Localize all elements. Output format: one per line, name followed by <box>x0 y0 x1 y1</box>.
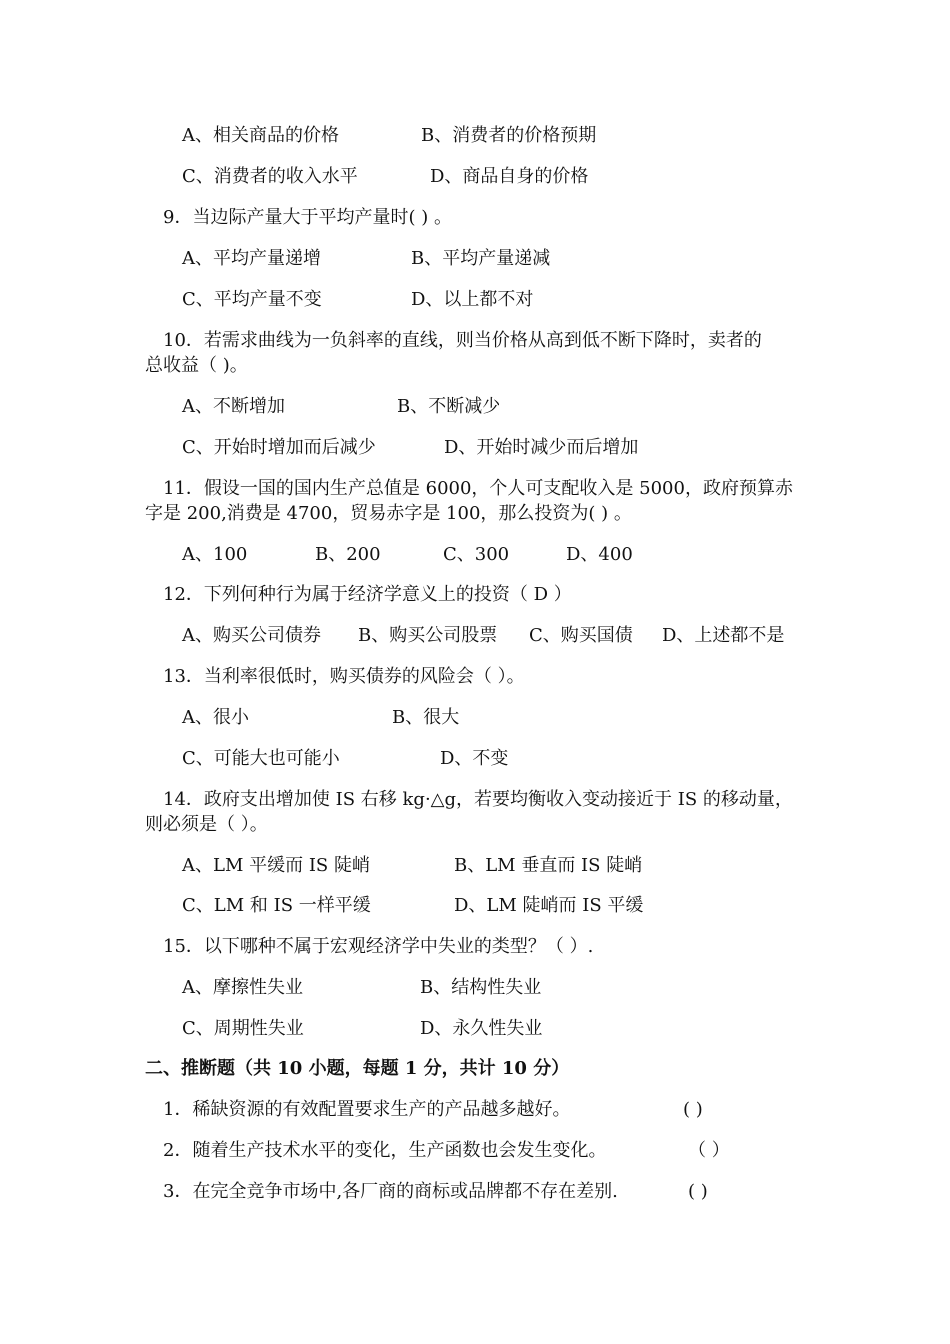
q12-option-b: B、购买公司股票 <box>358 625 498 646</box>
q13-stem: 13．当利率很低时，购买债券的风险会（ ）。 <box>163 666 525 687</box>
q12-option-d: D、上述都不是 <box>662 625 785 646</box>
q10-option-d: D、开始时减少而后增加 <box>444 437 639 458</box>
q10-stem-line2: 总收益（ )。 <box>145 355 248 376</box>
judgement-answer-bracket: ( ) <box>688 1181 708 1202</box>
q8-option-d: D、商品自身的价格 <box>430 166 589 187</box>
q10-stem-line1: 10．若需求曲线为一负斜率的直线，则当价格从高到低不断下降时，卖者的 <box>163 330 762 351</box>
q8-option-b: B、消费者的价格预期 <box>421 125 597 146</box>
q10-option-c: C、开始时增加而后减少 <box>182 437 376 458</box>
judgement-answer-bracket: ( ) <box>683 1099 703 1120</box>
q8-option-c: C、消费者的收入水平 <box>182 166 358 187</box>
q15-stem: 15．以下哪种不属于宏观经济学中失业的类型？（ ）. <box>163 936 594 957</box>
q14-stem-line1: 14．政府支出增加使 IS 右移 kg·△g，若要均衡收入变动接近于 IS 的移动量， <box>163 789 793 810</box>
q10-option-a: A、不断增加 <box>182 396 285 417</box>
q13-option-a: A、很小 <box>182 707 249 728</box>
judgement-item-text: 1．稀缺资源的有效配置要求生产的产品越多越好。 <box>163 1099 571 1120</box>
q12-stem: 12．下列何种行为属于经济学意义上的投资（ D ） <box>163 584 572 605</box>
q12-option-a: A、购买公司债券 <box>182 625 321 646</box>
q15-option-a: A、摩擦性失业 <box>182 977 303 998</box>
section-heading: 二、推断题（共 10 小题，每题 1 分，共计 10 分） <box>145 1058 570 1079</box>
judgement-item-text: 2．随着生产技术水平的变化，生产函数也会发生变化。 <box>163 1140 607 1161</box>
q9-option-c: C、平均产量不变 <box>182 289 322 310</box>
q15-option-b: B、结构性失业 <box>420 977 542 998</box>
q14-option-c: C、LM 和 IS 一样平缓 <box>182 895 371 916</box>
q11-option-d: D、400 <box>566 544 633 565</box>
q14-option-d: D、LM 陡峭而 IS 平缓 <box>454 895 644 916</box>
q12-option-c: C、购买国债 <box>529 625 633 646</box>
judgement-answer-bracket: （ ） <box>688 1140 730 1161</box>
q11-stem-line2: 字是 200,消费是 4700，贸易赤字是 100，那么投资为( ) 。 <box>145 503 632 524</box>
q11-option-b: B、200 <box>315 544 381 565</box>
q11-option-c: C、300 <box>443 544 510 565</box>
q9-option-a: A、平均产量递增 <box>182 248 321 269</box>
judgement-item-text: 3．在完全竞争市场中,各厂商的商标或品牌都不存在差别. <box>163 1181 618 1202</box>
q14-option-b: B、LM 垂直而 IS 陡峭 <box>454 855 643 876</box>
q9-option-d: D、以上都不对 <box>411 289 534 310</box>
q9-option-b: B、平均产量递减 <box>411 248 551 269</box>
q11-stem-line1: 11．假设一国的国内生产总值是 6000，个人可支配收入是 5000，政府预算赤 <box>163 478 793 499</box>
q15-option-c: C、周期性失业 <box>182 1018 304 1039</box>
q13-option-d: D、不变 <box>440 748 509 769</box>
q15-option-d: D、永久性失业 <box>420 1018 543 1039</box>
q11-option-a: A、100 <box>182 544 248 565</box>
q9-stem: 9．当边际产量大于平均产量时( ) 。 <box>163 207 452 228</box>
q10-option-b: B、不断减少 <box>397 396 501 417</box>
q14-option-a: A、LM 平缓而 IS 陡峭 <box>182 855 370 876</box>
q13-option-c: C、可能大也可能小 <box>182 748 340 769</box>
q8-option-a: A、相关商品的价格 <box>182 125 339 146</box>
q13-option-b: B、很大 <box>392 707 460 728</box>
q14-stem-line2: 则必须是（ ）。 <box>145 814 268 835</box>
